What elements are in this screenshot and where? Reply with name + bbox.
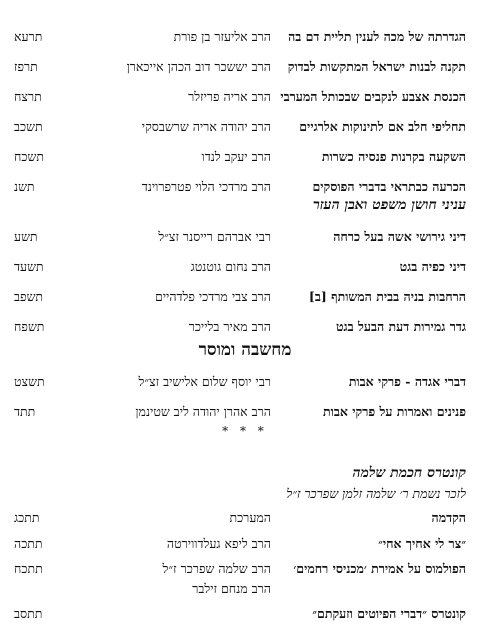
article-title: תקנה לבנות ישראל המתקשות לבדוק [287, 59, 466, 74]
article-title: דיני גירושי אשה בעל כרחה [333, 229, 466, 244]
article-page: תרצח [14, 89, 42, 104]
article-title: דברי אגדה - פרקי אבות [348, 374, 466, 389]
article-page: תשכב [14, 119, 43, 134]
toc-row [14, 372, 466, 392]
article-author: הרב נחום גוטנטג [190, 259, 271, 274]
article-title: הכרעה כבתראי בדברי הפוסקים [312, 179, 466, 194]
section-heading: קונטרס חכמת שלמה [352, 465, 466, 481]
article-author: הרב יהודה אריה שרשבסקי [141, 119, 271, 134]
article-title: הרחבות בניה בבית המשותף [ב] [308, 289, 466, 304]
article-page: תשצט [14, 374, 45, 389]
article-title: ״צר לי אחיך אחי״ [378, 536, 466, 551]
article-page: תתכה [14, 536, 43, 551]
article-page: תשעד [14, 259, 44, 274]
toc-row [14, 402, 466, 422]
article-page: תשע [14, 229, 38, 244]
article-author: הרב מאיר בלייכר [188, 319, 271, 334]
article-title: תחליפי חלב אם לתינוקות אלרגיים [299, 119, 466, 134]
toc-row [14, 117, 466, 137]
toc-row [14, 227, 466, 247]
article-author: הרב אריה פריזלר [188, 89, 271, 104]
toc-row [14, 317, 466, 337]
article-author: הרב מרדכי הלוי פטרפרוינד [141, 179, 271, 194]
article-author: רבי אברהם רייסנר זצ״ל [158, 229, 271, 244]
toc-row [14, 287, 466, 307]
section-separator: * * * [222, 424, 268, 438]
section-heading: עניני חושן משפט ואבן העזר [312, 197, 466, 213]
article-author: הרב מנחם זילבר [192, 581, 271, 596]
article-title: הקדמה [431, 510, 466, 525]
article-page: תתכח [14, 561, 43, 576]
toc-row [14, 27, 466, 47]
article-page: תרפז [14, 59, 38, 74]
article-author: הרב שלמה שפרכר ז״ל [162, 561, 271, 576]
toc-row [14, 534, 466, 554]
article-author: רבי יוסף שלום אלישיב זצ״ל [138, 374, 271, 389]
article-title: הגדרתה של מכה לענין תליית דם בה [288, 29, 466, 44]
article-title: השקעה בקרנות פנסיה כשרות [321, 149, 466, 164]
article-title: דיני כפיה בגט [399, 259, 466, 274]
article-page: תרעא [14, 29, 43, 44]
article-author: הרב צבי מרדכי פלדהיים [154, 289, 271, 304]
toc-row [14, 559, 466, 579]
article-page: תתד [14, 404, 36, 419]
toc-row [14, 57, 466, 77]
article-title: גדר גמירות דעת הבעל בגט [335, 319, 466, 334]
article-page: תשנ [14, 179, 35, 194]
article-author: הרב אהרן יהודה ליב שטינמן [135, 404, 271, 419]
dedication-line: לזכר נשמת ר׳ שלמה זלמן שפרכר ז״ל [286, 486, 466, 501]
article-title: הפולמוס על אמירת ׳מכניסי רחמים׳ [293, 561, 466, 576]
article-author: הרב יששכר דוב הכהן אייכארן [126, 59, 271, 74]
section-heading: מחשבה ומוסר [198, 340, 292, 360]
article-page: תתכג [14, 510, 40, 525]
article-page: תתסב [14, 606, 43, 621]
article-title: קונטרס ״דברי הפיוטים וזעקתם״ [312, 606, 466, 621]
article-author: הרב יעקב לנדו [201, 149, 271, 164]
toc-row [14, 177, 466, 197]
article-author: הרב אליעזר בן פורת [173, 29, 271, 44]
toc-row [14, 257, 466, 277]
toc-row [14, 87, 466, 107]
toc-row [14, 579, 466, 599]
toc-row [14, 508, 466, 528]
article-page: תשפח [14, 319, 45, 334]
article-title: הכנסת אצבע לנקבים שבכותל המערבי [280, 89, 466, 104]
article-title: פנינים ואמרות על פרקי אבות [323, 404, 466, 419]
toc-row [14, 604, 466, 624]
article-author: המערכת [229, 510, 271, 525]
article-author: הרב ליפא געלדווירטה [166, 536, 271, 551]
article-page: תשכח [14, 149, 44, 164]
toc-row [14, 147, 466, 167]
article-page: תשפב [14, 289, 44, 304]
